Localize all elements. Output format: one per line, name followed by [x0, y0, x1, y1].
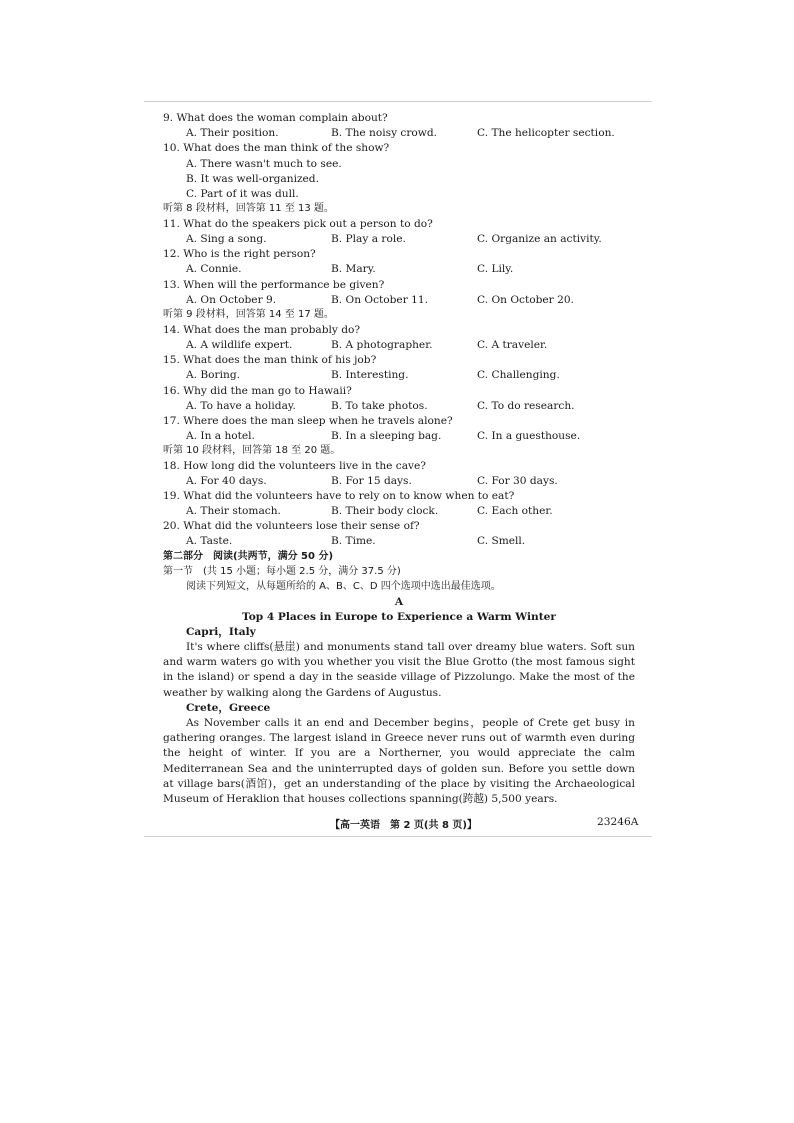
page-footer-label: 【高一英语 第 2 页(共 8 页)】 — [330, 820, 477, 831]
place-heading-capri: Capri，Italy — [186, 626, 256, 638]
option-b: B. For 15 days. — [331, 475, 412, 487]
question-18: 18. How long did the volunteers live in the cave? — [163, 460, 426, 472]
option-b: B. Time. — [331, 535, 376, 547]
option-c: C. To do research. — [477, 400, 575, 412]
question-17: 17. Where does the man sleep when he travels alone? — [163, 415, 453, 427]
option-a: A. In a hotel. — [186, 430, 255, 442]
option-c: C. Lily. — [477, 263, 514, 275]
option-a: A. Connie. — [186, 263, 242, 275]
option-a: A. Boring. — [186, 369, 240, 381]
option-b: B. It was well-organized. — [186, 173, 319, 185]
option-a: A. A wildlife expert. — [186, 339, 293, 351]
option-b: B. A photographer. — [331, 339, 433, 351]
option-c: C. Organize an activity. — [477, 233, 602, 245]
option-a: A. Sing a song. — [186, 233, 267, 245]
bottom-rule — [144, 836, 652, 837]
option-b: B. On October 11. — [331, 294, 428, 306]
question-16: 16. Why did the man go to Hawaii? — [163, 385, 352, 397]
question-14: 14. What does the man probably do? — [163, 324, 361, 336]
instruction-segment-10: 听第 10 段材料，回答第 18 至 20 题。 — [163, 445, 341, 456]
question-9: 9. What does the woman complain about? — [163, 112, 388, 124]
option-c: C. On October 20. — [477, 294, 574, 306]
option-a: A. There wasn't much to see. — [186, 158, 342, 170]
question-15: 15. What does the man think of his job? — [163, 354, 377, 366]
reading-directions: 阅读下列短文，从每题所给的 A、B、C、D 四个选项中选出最佳选项。 — [186, 581, 501, 592]
exam-code: 23246A — [597, 816, 639, 828]
paragraph-crete: As November calls it an end and December begins，people of Crete get busy in gathering oranges. The largest island in Greece never runs out of warmth even during the height of winter. If you are a Northerner, you would appreciate the calm Mediterranean Sea and the uninterrupted days of golden sun. Before you settle down at village bars(酒馆)，get an understanding of the place by visiting the Archaeological Museum of Heraklion that houses collections spanning(跨越) 5,500 years. — [163, 717, 635, 806]
option-b: B. Interesting. — [331, 369, 409, 381]
option-a: A. Taste. — [186, 535, 233, 547]
option-a: A. Their position. — [186, 127, 279, 139]
question-20: 20. What did the volunteers lose their sense of? — [163, 520, 420, 532]
section-1-heading: 第一节 (共 15 小题；每小题 2.5 分，满分 37.5 分) — [163, 566, 401, 577]
question-12: 12. Who is the right person? — [163, 248, 316, 260]
option-c: C. Part of it was dull. — [186, 188, 299, 200]
top-rule — [144, 101, 652, 102]
place-heading-crete: Crete，Greece — [186, 702, 271, 714]
question-11: 11. What do the speakers pick out a person to do? — [163, 218, 433, 230]
question-13: 13. When will the performance be given? — [163, 279, 385, 291]
question-19: 19. What did the volunteers have to rely on to know when to eat? — [163, 490, 515, 502]
question-9-options — [186, 126, 279, 140]
option-b: B. To take photos. — [331, 400, 428, 412]
passage-letter: A — [394, 596, 404, 608]
option-c: C. In a guesthouse. — [477, 430, 581, 442]
question-10: 10. What does the man think of the show? — [163, 142, 390, 154]
option-b: B. Play a role. — [331, 233, 406, 245]
option-c: C. For 30 days. — [477, 475, 558, 487]
option-c: C. Smell. — [477, 535, 526, 547]
option-b: B. Mary. — [331, 263, 376, 275]
part-2-heading: 第二部分 阅读(共两节，满分 50 分) — [163, 551, 334, 562]
option-c: C. Each other. — [477, 505, 553, 517]
option-b: B. The noisy crowd. — [331, 127, 438, 139]
paragraph-capri: It's where cliffs(悬崖) and monuments stand tall over dreamy blue waters. Soft sun and warm waters go with you whether you visit the Blue Grotto (the most famous sight in the island) or spend a day in the seaside village of Pizzolungo. Make the most of the weather by walking along the Gardens of Augustus. — [163, 641, 635, 699]
option-c: C. A traveler. — [477, 339, 548, 351]
instruction-segment-9: 听第 9 段材料，回答第 14 至 17 题。 — [163, 309, 334, 320]
option-c: C. The helicopter section. — [477, 127, 615, 139]
option-b: B. In a sleeping bag. — [331, 430, 442, 442]
passage-title: Top 4 Places in Europe to Experience a Warm Winter — [242, 611, 556, 623]
option-a: A. To have a holiday. — [186, 400, 296, 412]
option-b: B. Their body clock. — [331, 505, 439, 517]
instruction-segment-8: 听第 8 段材料，回答第 11 至 13 题。 — [163, 203, 334, 214]
option-a: A. On October 9. — [186, 294, 277, 306]
option-c: C. Challenging. — [477, 369, 560, 381]
option-a: A. Their stomach. — [186, 505, 281, 517]
option-a: A. For 40 days. — [186, 475, 267, 487]
